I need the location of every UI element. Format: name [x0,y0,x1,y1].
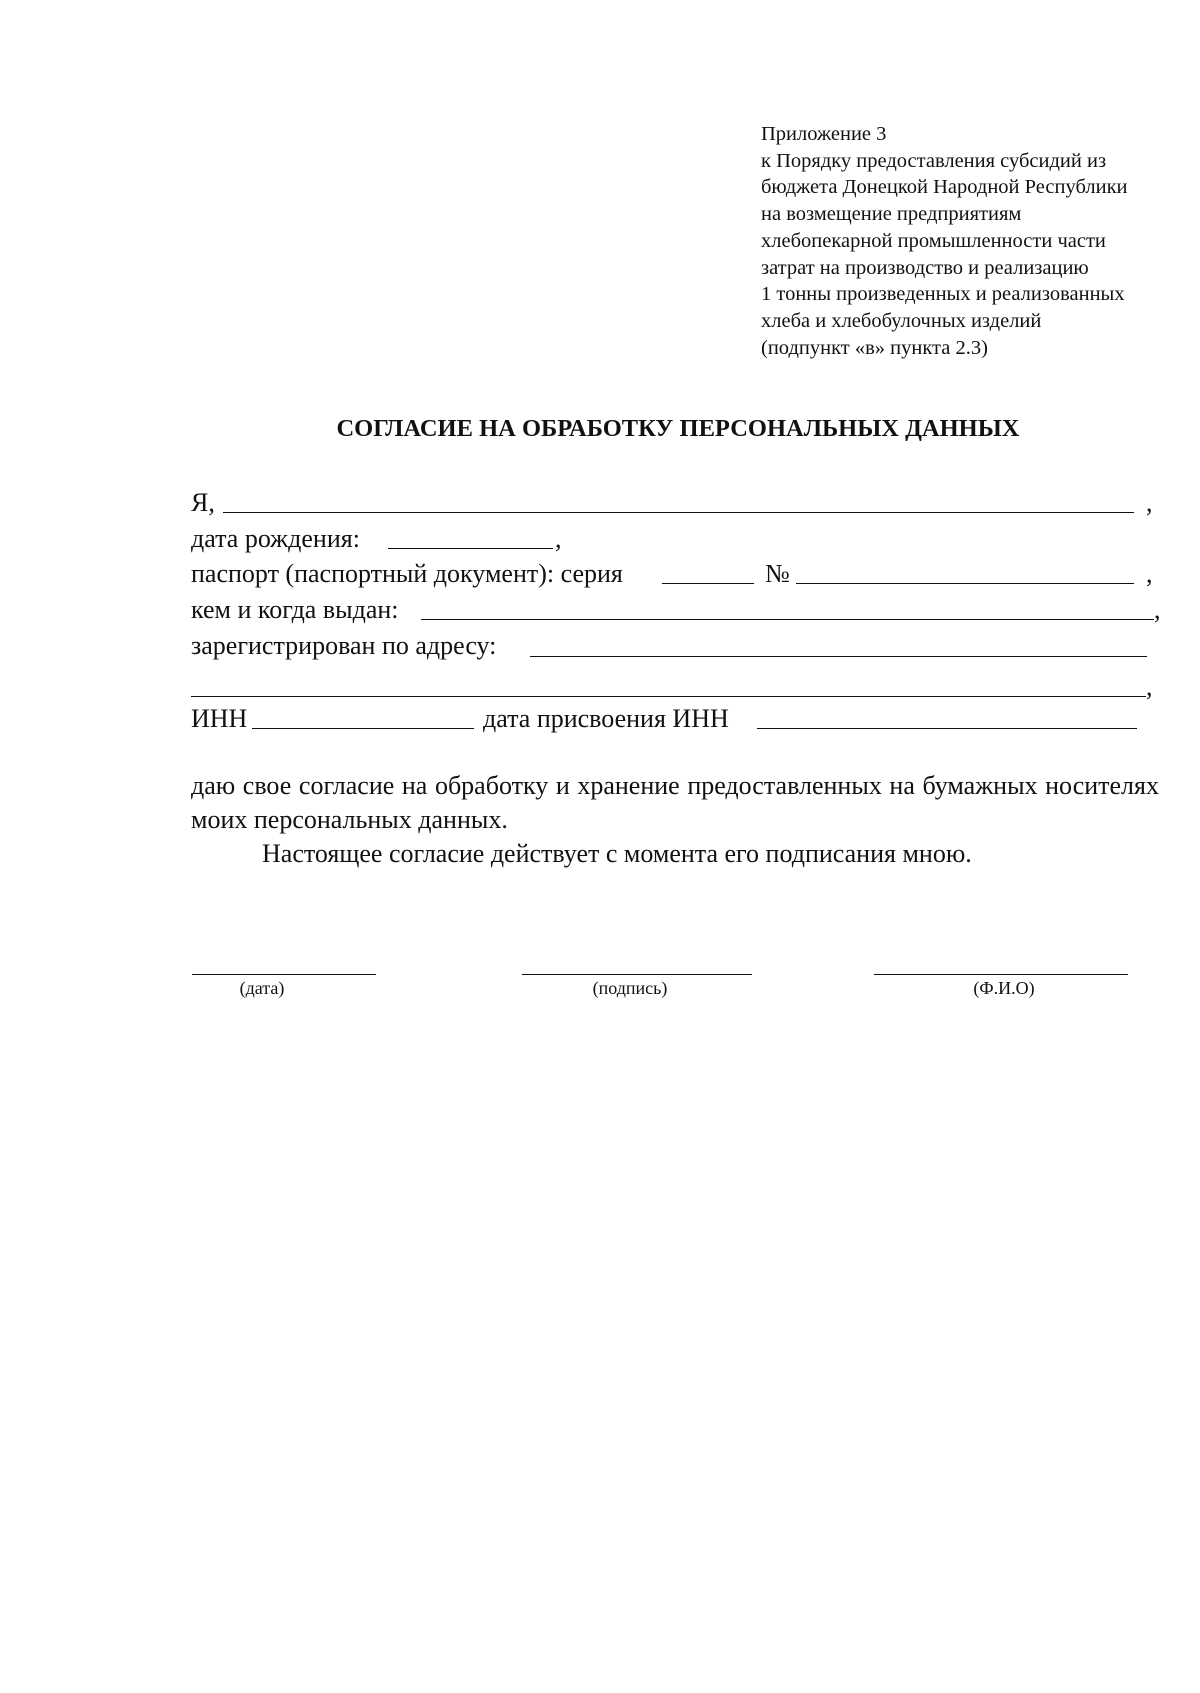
appendix-line: бюджета Донецкой Народной Республики [761,176,1128,199]
date-caption: (дата) [239,978,285,998]
signature-line[interactable] [522,974,752,975]
consent-text: даю свое согласие на обработку и хранение предоставленных на бумажных носителях моих персональных данных. [191,771,1159,834]
date-signature-line[interactable] [192,974,376,975]
validity-text: Настоящее согласие действует с момента его подписания мною. [262,839,972,868]
issued-by-label: кем и когда выдан: [191,595,399,624]
full-name-label: Я, [191,488,215,517]
comma: , [1146,672,1153,701]
passport-series-blank[interactable] [662,583,754,584]
appendix-line: затрат на производство и реализацию [761,256,1089,279]
appendix-line: хлебопекарной промышленности части [761,229,1106,252]
signature-caption: (подпись) [592,978,668,998]
passport-label: паспорт (паспортный документ): серия [191,559,623,588]
birth-date-blank[interactable] [388,548,553,549]
birth-date-label: дата рождения: [191,524,360,553]
inn-blank[interactable] [252,728,474,729]
issued-by-blank[interactable] [421,619,1154,620]
appendix-reference [761,121,1181,361]
inn-label: ИНН [191,704,248,733]
inn-date-blank[interactable] [757,728,1137,729]
document-title: СОГЛАСИЕ НА ОБРАБОТКУ ПЕРСОНАЛЬНЫХ ДАННЫХ [336,415,1020,442]
comma: , [1146,488,1153,517]
appendix-line: хлеба и хлебобулочных изделий [761,309,1042,332]
appendix-line: к Порядку предоставления субсидий из [761,149,1107,172]
full-name-caption: (Ф.И.О) [973,978,1035,998]
comma: , [1146,559,1153,588]
appendix-line: на возмещение предприятиям [761,203,1022,226]
appendix-line: 1 тонны произведенных и реализованных [761,283,1125,306]
full-name-signature-line[interactable] [874,974,1128,975]
address-continuation-blank[interactable] [191,696,1146,697]
full-name-blank[interactable] [223,512,1134,513]
address-label: зарегистрирован по адресу: [191,631,497,660]
comma: , [1154,595,1161,624]
address-blank[interactable] [530,656,1147,657]
appendix-line: (подпункт «в» пункта 2.3) [761,336,988,359]
inn-date-label: дата присвоения ИНН [483,704,729,733]
appendix-line: Приложение 3 [761,123,887,145]
comma: , [555,524,562,553]
passport-number-blank[interactable] [796,583,1134,584]
passport-number-sign: № [765,559,790,588]
